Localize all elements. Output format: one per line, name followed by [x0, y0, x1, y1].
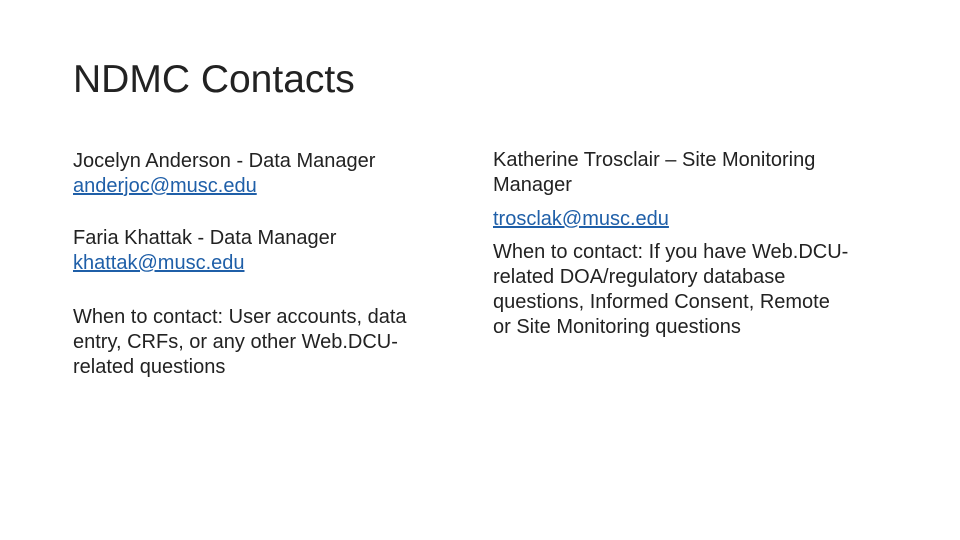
when-to-contact-line: related DOA/regulatory database: [493, 266, 786, 288]
when-to-contact-line: When to contact: If you have Web.DCU-: [493, 241, 849, 263]
contact-email-link[interactable]: khattak@musc.edu: [73, 252, 245, 274]
contact-card-trosclair: [493, 148, 883, 232]
contact-email-link[interactable]: anderjoc@musc.edu: [73, 175, 257, 197]
contact-name-role: Faria Khattak - Data Manager: [73, 227, 337, 249]
slide-title: NDMC Contacts: [73, 58, 355, 101]
when-to-contact-site-monitoring: [493, 240, 883, 340]
contact-name-role: Jocelyn Anderson - Data Manager: [73, 150, 376, 172]
contact-card-khattak: [73, 226, 453, 276]
contact-card-anderson: [73, 149, 453, 199]
contact-email-link[interactable]: trosclak@musc.edu: [493, 208, 669, 230]
contact-name-role: Katherine Trosclair – Site Monitoring: [493, 149, 816, 171]
when-to-contact-data-managers: [73, 305, 453, 380]
when-to-contact-line: questions, Informed Consent, Remote: [493, 291, 830, 313]
contact-name-role: Manager: [493, 174, 572, 196]
when-to-contact-line: entry, CRFs, or any other Web.DCU-: [73, 331, 398, 353]
right-column: [493, 148, 883, 340]
left-column: [73, 149, 453, 380]
when-to-contact-line: related questions: [73, 356, 226, 378]
when-to-contact-line: or Site Monitoring questions: [493, 316, 741, 338]
when-to-contact-line: When to contact: User accounts, data: [73, 306, 407, 328]
